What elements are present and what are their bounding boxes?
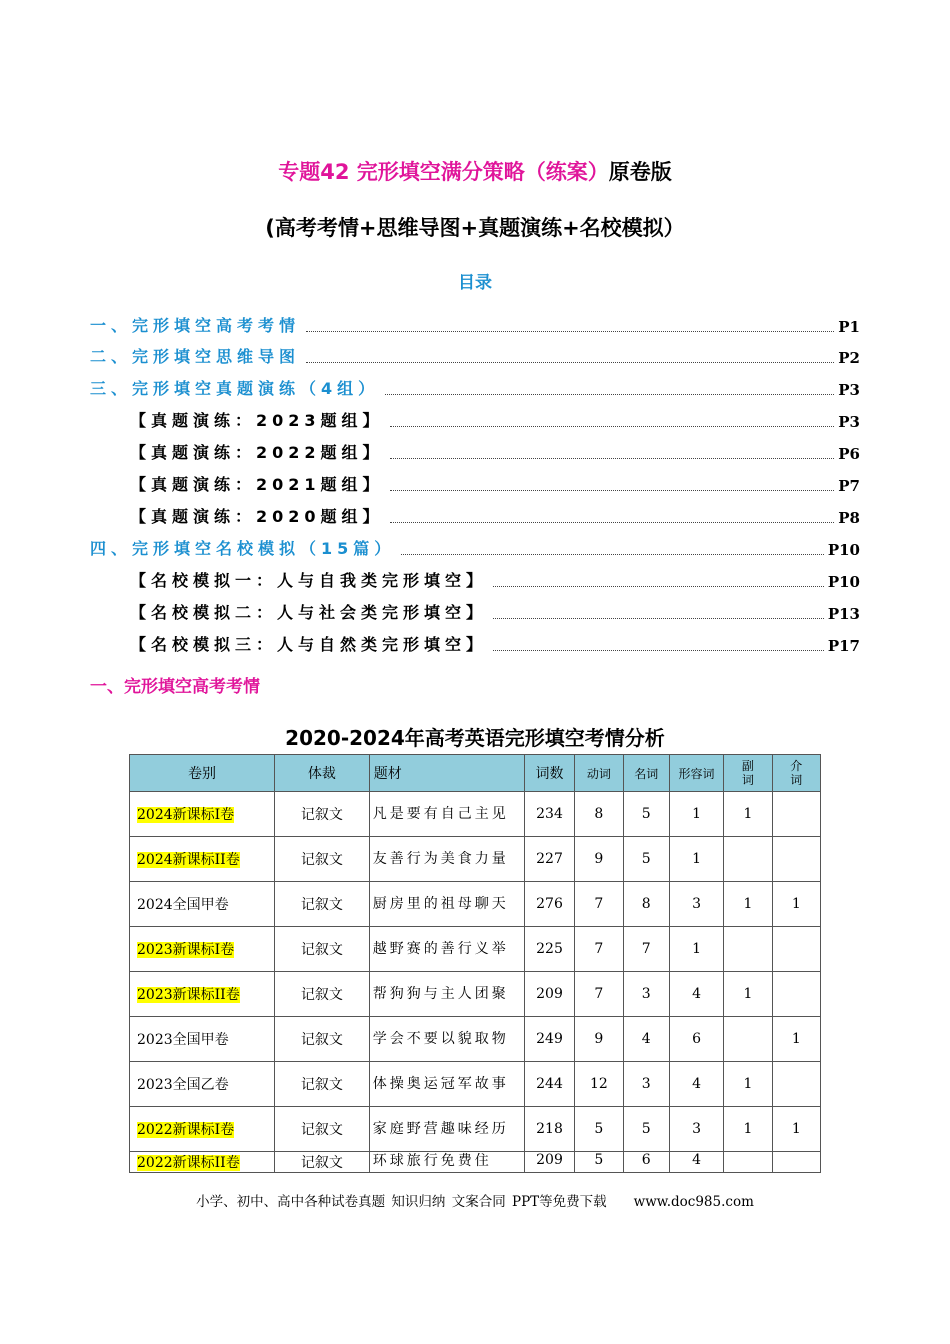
cell-genre: 记叙文 xyxy=(275,837,370,882)
cell-adj: 1 xyxy=(669,792,723,837)
toc-leader-dots xyxy=(306,362,834,363)
header-prep-text: 介词 xyxy=(790,759,803,787)
cell-noun: 3 xyxy=(623,1062,669,1107)
toc-item-page: P10 xyxy=(827,541,860,559)
header-prep xyxy=(772,755,820,792)
paper-name: 2023全国乙卷 xyxy=(137,1077,229,1093)
cell-adv: 1 xyxy=(724,1062,772,1107)
table-row xyxy=(130,882,821,927)
toc-leader-dots xyxy=(493,618,824,619)
cell-paper xyxy=(130,1152,275,1173)
cell-adv xyxy=(724,837,772,882)
toc-item[interactable] xyxy=(90,631,860,655)
cell-topic: 环球旅行免费住 xyxy=(369,1152,524,1173)
cell-adv xyxy=(724,927,772,972)
header-paper: 卷别 xyxy=(130,755,275,792)
toc-leader-dots xyxy=(390,490,835,491)
cell-noun: 5 xyxy=(623,792,669,837)
header-noun: 名词 xyxy=(623,755,669,792)
cell-words: 227 xyxy=(524,837,574,882)
toc-item[interactable] xyxy=(90,471,860,495)
toc-leader-dots xyxy=(390,522,835,523)
table-row xyxy=(130,1107,821,1152)
toc-leader-dots xyxy=(493,586,824,587)
toc-leader-dots xyxy=(385,394,834,395)
table-row xyxy=(130,972,821,1017)
cell-prep xyxy=(772,1152,820,1173)
cell-prep xyxy=(772,792,820,837)
cell-verb: 5 xyxy=(575,1107,623,1152)
cell-words: 218 xyxy=(524,1107,574,1152)
table-row xyxy=(130,1062,821,1107)
cell-adj: 1 xyxy=(669,927,723,972)
cell-noun: 5 xyxy=(623,1107,669,1152)
page-footer: 小学、初中、高中各种试卷真题 知识归纳 文案合同 PPT等免费下载 www.doc985.com xyxy=(196,1194,754,1210)
cell-genre: 记叙文 xyxy=(275,972,370,1017)
cell-verb: 8 xyxy=(575,792,623,837)
cell-paper xyxy=(130,972,275,1017)
cell-words: 225 xyxy=(524,927,574,972)
cell-noun: 8 xyxy=(623,882,669,927)
cell-words: 249 xyxy=(524,1017,574,1062)
toc-leader-dots xyxy=(401,554,824,555)
section-heading: 一、完形填空高考考情 xyxy=(90,677,260,697)
cell-genre: 记叙文 xyxy=(275,1017,370,1062)
paper-name: 2022新课标I卷 xyxy=(137,1122,235,1138)
table-row xyxy=(130,792,821,837)
cell-adj: 3 xyxy=(669,1107,723,1152)
table-row xyxy=(130,837,821,882)
cell-genre: 记叙文 xyxy=(275,1062,370,1107)
toc-item[interactable] xyxy=(90,312,860,336)
cell-genre: 记叙文 xyxy=(275,1152,370,1173)
paper-name: 2024全国甲卷 xyxy=(137,897,229,913)
cell-adj: 1 xyxy=(669,837,723,882)
toc-item-page: P2 xyxy=(838,349,860,367)
cell-adv: 1 xyxy=(724,1107,772,1152)
cell-paper xyxy=(130,1107,275,1152)
cell-noun: 5 xyxy=(623,837,669,882)
cell-adv xyxy=(724,1017,772,1062)
toc-leader-dots xyxy=(390,458,835,459)
toc-item-page: P3 xyxy=(838,381,860,399)
cell-adj: 3 xyxy=(669,882,723,927)
cell-verb: 7 xyxy=(575,972,623,1017)
cell-adv: 1 xyxy=(724,882,772,927)
cell-verb: 5 xyxy=(575,1152,623,1173)
table-row xyxy=(130,1017,821,1062)
cell-adv: 1 xyxy=(724,972,772,1017)
toc-item-label: 三、完形填空真题演练（4组） xyxy=(90,379,380,398)
toc-item-label: 【真题演练：2022题组】 xyxy=(130,443,384,462)
toc-item-page: P3 xyxy=(838,413,860,431)
cell-paper xyxy=(130,882,275,927)
cell-paper xyxy=(130,1017,275,1062)
cell-noun: 7 xyxy=(623,927,669,972)
toc-item-label: 一、完形填空高考考情 xyxy=(90,316,301,335)
cell-prep: 1 xyxy=(772,1017,820,1062)
toc-item-page: P7 xyxy=(838,477,860,495)
cell-noun: 6 xyxy=(623,1152,669,1173)
doc-title-main: 专题42 完形填空满分策略（练案） xyxy=(278,160,609,184)
cell-adj: 4 xyxy=(669,972,723,1017)
cell-words: 244 xyxy=(524,1062,574,1107)
toc-item[interactable] xyxy=(90,599,860,623)
toc-leader-dots xyxy=(306,331,834,332)
cell-words: 209 xyxy=(524,1152,574,1173)
toc-item-label: 二、完形填空思维导图 xyxy=(90,347,301,366)
cell-genre: 记叙文 xyxy=(275,927,370,972)
toc-item-page: P13 xyxy=(827,605,860,623)
cell-prep xyxy=(772,1062,820,1107)
table-title: 2020-2024年高考英语完形填空考情分析 xyxy=(285,726,665,750)
cell-topic: 体操奥运冠军故事 xyxy=(369,1062,524,1107)
cell-adj: 4 xyxy=(669,1152,723,1173)
toc-item[interactable] xyxy=(90,535,860,559)
toc-item[interactable] xyxy=(90,567,860,591)
toc-heading: 目录 xyxy=(458,273,492,293)
paper-name: 2023全国甲卷 xyxy=(137,1032,229,1048)
toc-item-page: P1 xyxy=(838,318,860,336)
cell-adj: 4 xyxy=(669,1062,723,1107)
cell-topic: 友善行为美食力量 xyxy=(369,837,524,882)
cell-verb: 7 xyxy=(575,927,623,972)
toc-item[interactable] xyxy=(90,439,860,463)
paper-name: 2024新课标I卷 xyxy=(137,807,235,823)
paper-name: 2023新课标II卷 xyxy=(137,987,240,1003)
cell-paper xyxy=(130,927,275,972)
cell-verb: 12 xyxy=(575,1062,623,1107)
cell-topic: 学会不要以貌取物 xyxy=(369,1017,524,1062)
toc-item[interactable] xyxy=(90,343,860,367)
header-adv xyxy=(724,755,772,792)
paper-name: 2024新课标II卷 xyxy=(137,852,240,868)
toc-item-label: 四、完形填空名校模拟（15篇） xyxy=(90,539,396,558)
cell-prep: 1 xyxy=(772,1107,820,1152)
cell-paper xyxy=(130,837,275,882)
doc-title xyxy=(0,156,950,186)
toc-item[interactable] xyxy=(90,375,860,399)
header-adv-text: 副词 xyxy=(741,759,754,787)
header-genre: 体裁 xyxy=(275,755,370,792)
cell-prep xyxy=(772,972,820,1017)
cell-adv: 1 xyxy=(724,792,772,837)
paper-name: 2023新课标I卷 xyxy=(137,942,235,958)
toc-item[interactable] xyxy=(90,407,860,431)
header-adj: 形容词 xyxy=(669,755,723,792)
cell-topic: 家庭野营趣味经历 xyxy=(369,1107,524,1152)
doc-subtitle: (高考考情+思维导图+真题演练+名校模拟） xyxy=(265,216,685,240)
cell-words: 276 xyxy=(524,882,574,927)
cell-genre: 记叙文 xyxy=(275,792,370,837)
cell-adv xyxy=(724,1152,772,1173)
toc-item-page: P6 xyxy=(838,445,860,463)
cell-prep xyxy=(772,927,820,972)
table-header-row xyxy=(130,755,821,792)
toc-leader-dots xyxy=(493,650,824,651)
toc-item-page: P17 xyxy=(827,637,860,655)
cell-noun: 3 xyxy=(623,972,669,1017)
toc-leader-dots xyxy=(390,426,835,427)
cell-verb: 9 xyxy=(575,1017,623,1062)
cell-topic: 厨房里的祖母聊天 xyxy=(369,882,524,927)
table-row xyxy=(130,1152,821,1173)
cell-genre: 记叙文 xyxy=(275,1107,370,1152)
cell-topic: 帮狗狗与主人团聚 xyxy=(369,972,524,1017)
cell-paper xyxy=(130,1062,275,1107)
cell-noun: 4 xyxy=(623,1017,669,1062)
toc-item-label: 【真题演练：2020题组】 xyxy=(130,507,384,526)
toc-item-label: 【真题演练：2023题组】 xyxy=(130,411,384,430)
header-words: 词数 xyxy=(524,755,574,792)
toc-item[interactable] xyxy=(90,503,860,527)
cell-prep: 1 xyxy=(772,882,820,927)
paper-name: 2022新课标II卷 xyxy=(137,1155,240,1171)
cell-topic: 凡是要有自己主见 xyxy=(369,792,524,837)
cell-prep xyxy=(772,837,820,882)
cell-topic: 越野赛的善行义举 xyxy=(369,927,524,972)
toc-item-label: 【真题演练：2021题组】 xyxy=(130,475,384,494)
header-verb: 动词 xyxy=(575,755,623,792)
cell-words: 234 xyxy=(524,792,574,837)
doc-title-edition: 原卷版 xyxy=(608,160,672,184)
toc-item-label: 【名校模拟三：人与自然类完形填空】 xyxy=(130,635,488,654)
header-topic: 题材 xyxy=(369,755,524,792)
cell-genre: 记叙文 xyxy=(275,882,370,927)
toc-item-label: 【名校模拟二：人与社会类完形填空】 xyxy=(130,603,488,622)
cell-verb: 9 xyxy=(575,837,623,882)
toc-item-page: P10 xyxy=(827,573,860,591)
toc-item-label: 【名校模拟一：人与自我类完形填空】 xyxy=(130,571,488,590)
table-row xyxy=(130,927,821,972)
cell-paper xyxy=(130,792,275,837)
toc-item-page: P8 xyxy=(838,509,860,527)
cell-verb: 7 xyxy=(575,882,623,927)
cell-words: 209 xyxy=(524,972,574,1017)
exam-analysis-table xyxy=(129,754,821,1173)
cell-adj: 6 xyxy=(669,1017,723,1062)
